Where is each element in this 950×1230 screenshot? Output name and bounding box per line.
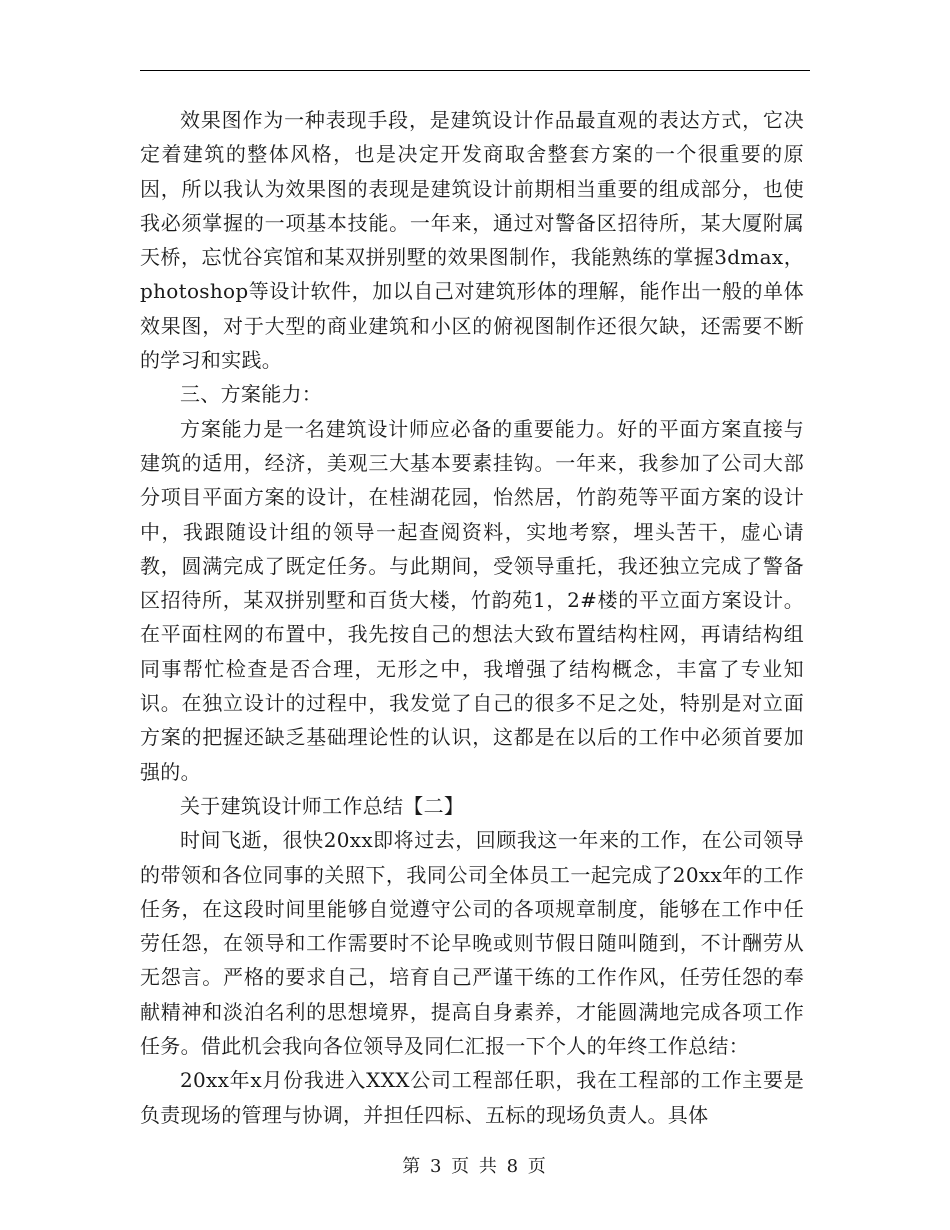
paragraph-year-review: 时间飞逝，很快20xx即将过去，回顾我这一年来的工作，在公司领导的带领和各位同事的关照下，我同公司全体员工一起完成了20xx年的工作任务，在这段时间里能够自觉遵守公司的各项规章制度，能够在工作中任劳任怨，在领导和工作需要时不论早晚或则节假日随叫随到，不计酬劳从无怨言。严格的要求自己，培育自己严谨干练的工作作风，任劳任怨的奉献精神和淡泊名利的思想境界，提高自身素养，才能圆满地完成各项工作任务。借此机会我向各位领导及同仁汇报一下个人的年终工作总结： bbox=[140, 828, 804, 1059]
paragraph-rendering-skills: 效果图作为一种表现手段，是建筑设计作品最直观的表达方式，它决定着建筑的整体风格，也是决定开发商取舍整套方案的一个很重要的原因，所以我认为效果图的表现是建筑设计前期相当重要的组成部分，也使我必须掌握的一项基本技能。一年来，通过对警备区招待所，某大厦附属天桥，忘忧谷宾馆和某双拼别墅的效果图制作，我能熟练的掌握3dmax，photoshop等设计软件，加以自己对建筑形体的理解，能作出一般的单体效果图，对于大型的商业建筑和小区的俯视图制作还很欠缺，还需要不断的学习和实践。 bbox=[140, 108, 804, 373]
section-heading-design-ability: 三、方案能力： bbox=[180, 382, 323, 407]
section-title-summary-two: 关于建筑设计师工作总结【二】 bbox=[180, 793, 465, 818]
document-body bbox=[140, 103, 804, 1132]
header-rule bbox=[140, 70, 810, 71]
paragraph-engineering-role: 20xx年x月份我进入XXX公司工程部任职，我在工程部的工作主要是负责现场的管理与协调，并担任四标、五标的现场负责人。具体 bbox=[140, 1068, 804, 1127]
paragraph-design-ability: 方案能力是一名建筑设计师应必备的重要能力。好的平面方案直接与建筑的适用，经济，美观三大基本要素挂钩。一年来，我参加了公司大部分项目平面方案的设计，在桂湖花园，怡然居，竹韵苑等平面方案的设计中，我跟随设计组的领导一起查阅资料，实地考察，埋头苦干，虚心请教，圆满完成了既定任务。与此期间，受领导重托，我还独立完成了警备区招待所，某双拼别墅和百货大楼，竹韵苑1，2#楼的平立面方案设计。在平面柱网的布置中，我先按自己的想法大致布置结构柱网，再请结构组同事帮忙检查是否合理，无形之中，我增强了结构概念，丰富了专业知识。在独立设计的过程中，我发觉了自己的很多不足之处，特别是对立面方案的把握还缺乏基础理论性的认识，这都是在以后的工作中必须首要加强的。 bbox=[140, 416, 804, 784]
page-number-footer: 第 3 页 共 8 页 bbox=[402, 1156, 548, 1177]
